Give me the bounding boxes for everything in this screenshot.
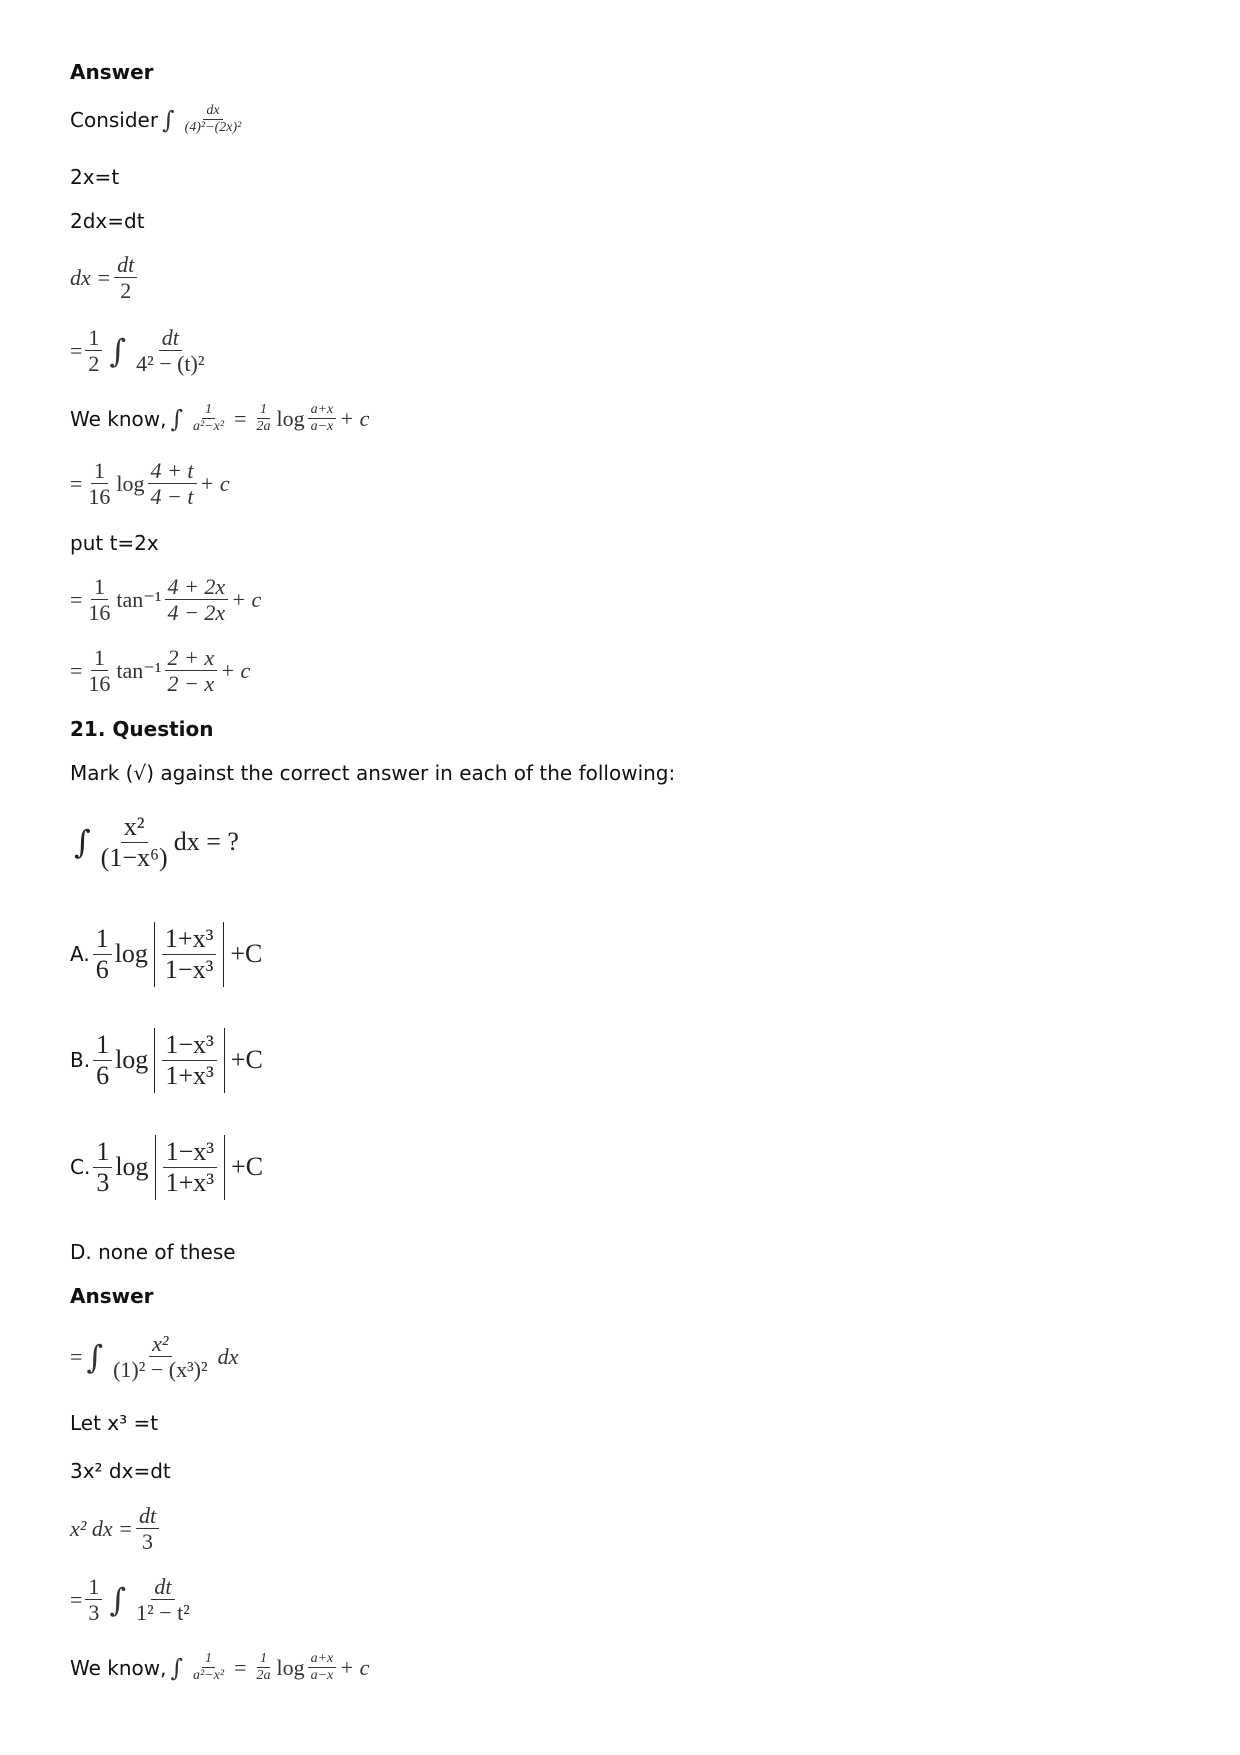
denominator: 4² − (t)²	[136, 351, 205, 377]
numerator: 1	[91, 574, 108, 600]
equation	[70, 645, 250, 697]
numerator: 1	[257, 402, 270, 419]
label: We know,	[70, 1655, 167, 1680]
denominator: 16	[88, 600, 111, 626]
constant: +C	[231, 1152, 264, 1182]
constant: +C	[230, 1045, 263, 1075]
denominator: (1−x⁶)	[100, 842, 168, 872]
step-text: 2x=t	[70, 165, 120, 189]
numerator: x²	[149, 1331, 171, 1357]
option-label: B.	[70, 1048, 91, 1073]
equals: =	[70, 1586, 83, 1612]
equals: =	[70, 657, 83, 683]
option-label: D.	[70, 1240, 92, 1264]
equals: =	[70, 586, 83, 612]
constant: + c	[231, 586, 262, 612]
equation	[70, 458, 230, 510]
log: log	[276, 1654, 305, 1680]
step-text: 2dx=dt	[70, 209, 145, 233]
denominator: 2	[120, 278, 132, 304]
tail: dx = ?	[173, 827, 239, 857]
constant: +C	[230, 939, 263, 969]
consider-line	[70, 103, 247, 136]
denominator: 2a	[256, 419, 271, 435]
numerator: dt	[136, 1503, 159, 1529]
constant: + c	[199, 470, 230, 496]
fraction	[253, 1651, 273, 1684]
formula-line	[70, 1651, 369, 1684]
fraction	[190, 1651, 227, 1684]
numerator: 1	[91, 645, 108, 671]
lhs: dx =	[70, 264, 112, 290]
lhs: x² dx =	[70, 1515, 133, 1541]
option-text: none of these	[98, 1240, 236, 1264]
step-text: Let x³ =t	[70, 1411, 159, 1435]
fraction	[165, 645, 218, 697]
denominator: 4 − 2x	[167, 600, 226, 626]
denominator: (1)² − (x³)²	[113, 1357, 208, 1383]
fraction	[85, 325, 102, 377]
equals: =	[70, 470, 83, 496]
denominator: 1+x³	[165, 1167, 215, 1197]
numerator: 2 + x	[165, 645, 218, 671]
equation	[70, 574, 261, 626]
numerator: dx	[203, 103, 222, 120]
fraction	[93, 924, 112, 985]
equals: =	[234, 1654, 247, 1680]
equation	[70, 325, 210, 377]
integral-sign: ∫	[109, 1580, 127, 1619]
option-label: A.	[70, 942, 90, 967]
function: tan⁻¹	[116, 586, 162, 612]
denominator: a²−x²	[193, 419, 225, 435]
fraction	[93, 1137, 112, 1198]
equals: =	[234, 405, 247, 431]
equation	[70, 1503, 162, 1555]
numerator: 1	[85, 325, 102, 351]
numerator: dt	[151, 1574, 174, 1600]
function: log	[115, 1152, 149, 1182]
numerator: 1	[93, 924, 112, 955]
fraction	[165, 574, 229, 626]
denominator: a²−x²	[193, 1668, 225, 1684]
constant: + c	[220, 657, 251, 683]
absolute-value	[154, 922, 224, 987]
answer-heading: Answer	[70, 1284, 154, 1308]
fraction	[148, 458, 197, 510]
denominator: 2 − x	[167, 671, 215, 697]
numerator: 1	[93, 1030, 112, 1061]
fraction	[93, 1030, 112, 1091]
denominator: 3	[88, 1600, 100, 1626]
option-label: C.	[70, 1155, 91, 1180]
numerator: 1	[202, 402, 215, 419]
integral-sign: ∫	[74, 823, 91, 862]
denominator: (4)²−(2x)²	[184, 120, 242, 136]
equation	[70, 1574, 196, 1626]
numerator: dt	[114, 252, 137, 278]
fraction	[190, 402, 227, 435]
question-integral	[70, 812, 239, 873]
option-b[interactable]	[70, 1028, 263, 1093]
constant: + c	[339, 1654, 370, 1680]
numerator: a+x	[308, 1651, 337, 1668]
numerator: 4 + t	[148, 458, 197, 484]
fraction	[85, 458, 113, 510]
formula-line	[70, 402, 369, 435]
denominator: 2a	[256, 1668, 271, 1684]
equation	[70, 1331, 242, 1383]
fraction	[308, 1651, 337, 1684]
fraction	[253, 402, 273, 435]
denominator: 16	[88, 484, 111, 510]
label: We know,	[70, 406, 167, 431]
denominator: 1−x³	[164, 954, 214, 984]
denominator: 1² − t²	[136, 1600, 190, 1626]
function: log	[115, 1045, 149, 1075]
denominator: 6	[95, 954, 109, 984]
fraction	[85, 1574, 102, 1626]
fraction	[85, 645, 113, 697]
fraction	[136, 1503, 159, 1555]
function: tan⁻¹	[116, 657, 162, 683]
denominator: 4 − t	[150, 484, 194, 510]
fraction	[182, 103, 245, 136]
question-title: 21. Question	[70, 717, 214, 741]
fraction	[85, 574, 113, 626]
integral-sign: ∫	[162, 105, 175, 134]
option-c[interactable]	[70, 1135, 263, 1200]
log: log	[276, 405, 305, 431]
fraction	[133, 1574, 193, 1626]
numerator: 1−x³	[163, 1137, 217, 1168]
tail: dx	[217, 1343, 239, 1369]
numerator: 1+x³	[162, 924, 216, 955]
function: log	[114, 939, 148, 969]
denominator: 3	[142, 1529, 154, 1555]
integral-sign: ∫	[170, 404, 183, 433]
numerator: 1	[202, 1651, 215, 1668]
integral-sign: ∫	[170, 1653, 183, 1682]
equation	[70, 252, 140, 304]
numerator: a+x	[308, 402, 337, 419]
numerator: x²	[121, 812, 148, 843]
numerator: 1	[257, 1651, 270, 1668]
fraction	[133, 325, 207, 377]
denominator: 3	[96, 1167, 110, 1197]
consider-label: Consider	[70, 107, 159, 132]
equals: =	[70, 337, 83, 363]
constant: + c	[339, 405, 370, 431]
fraction	[114, 252, 137, 304]
denominator: 6	[96, 1060, 110, 1090]
function: log	[116, 470, 145, 496]
option-a[interactable]	[70, 922, 262, 987]
step-text: 3x² dx=dt	[70, 1459, 171, 1483]
numerator: 1	[85, 1574, 102, 1600]
fraction	[110, 1331, 211, 1383]
numerator: 4 + 2x	[165, 574, 229, 600]
option-d[interactable]	[70, 1240, 236, 1264]
integral-sign: ∫	[86, 1337, 104, 1376]
fraction	[308, 402, 337, 435]
answer-heading: Answer	[70, 60, 154, 84]
denominator: 1+x³	[165, 1060, 214, 1090]
denominator: a−x	[310, 419, 334, 435]
integral-sign: ∫	[109, 331, 127, 370]
absolute-value	[154, 1028, 224, 1093]
denominator: a−x	[310, 1668, 334, 1684]
step-text: put t=2x	[70, 531, 159, 555]
numerator: 1−x³	[162, 1030, 216, 1061]
fraction	[98, 812, 171, 873]
question-instruction: Mark (√) against the correct answer in each of the following:	[70, 761, 676, 785]
numerator: 1	[93, 1137, 112, 1168]
denominator: 2	[88, 351, 100, 377]
denominator: 16	[88, 671, 111, 697]
absolute-value	[155, 1135, 225, 1200]
numerator: dt	[159, 325, 182, 351]
equals: =	[70, 1343, 83, 1369]
numerator: 1	[91, 458, 108, 484]
